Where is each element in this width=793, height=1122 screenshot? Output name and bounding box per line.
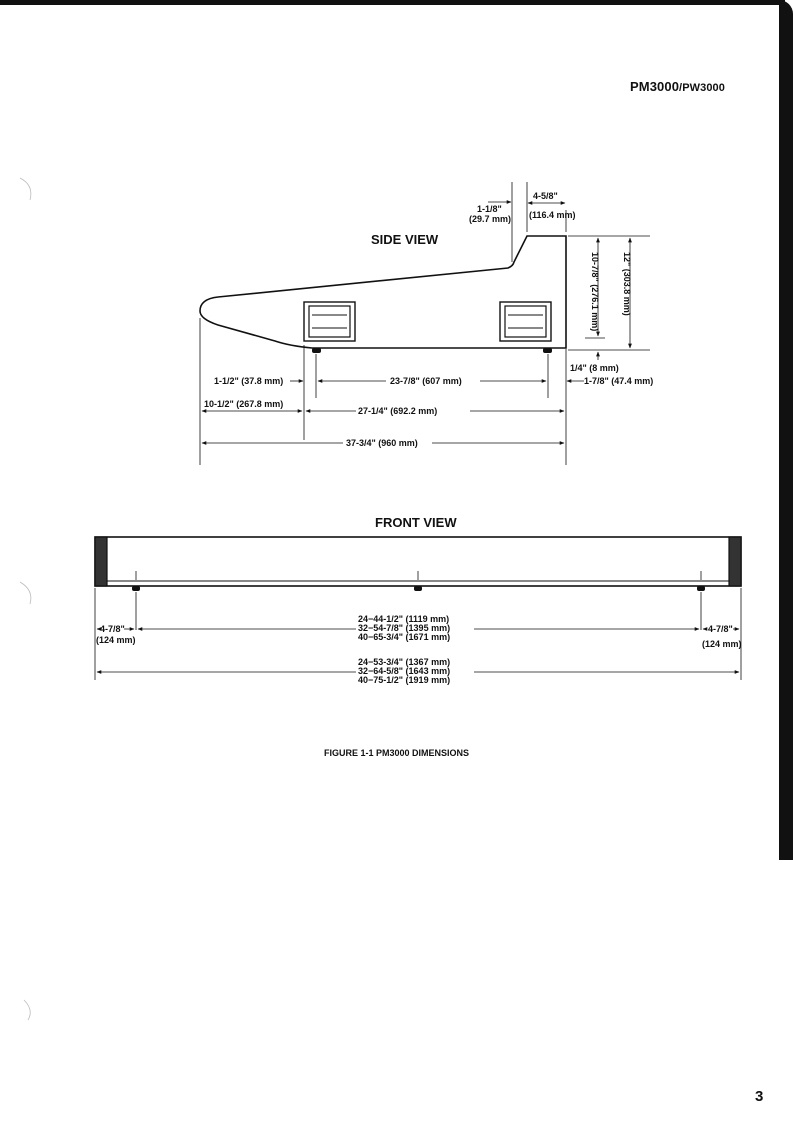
inner-height-label: 10-7/8" (276.1 mm)	[590, 252, 600, 332]
total-depth-label: 37-3/4" (960 mm)	[346, 438, 418, 448]
foot-height-label: 1/4" (8 mm)	[570, 363, 619, 373]
rear-foot-offset-label: 1-7/8" (47.4 mm)	[584, 376, 654, 386]
inner-width-40-label: 40−65-3/4" (1671 mm)	[358, 632, 451, 642]
top-width-label: 4-5/8"	[533, 191, 558, 201]
front-view	[95, 515, 742, 685]
foot-spacing-label: 23-7/8" (607 mm)	[390, 376, 462, 386]
side-view-title: SIDE VIEW	[371, 232, 439, 247]
rear-foot	[543, 348, 552, 353]
front-left-foot	[132, 586, 140, 591]
front-section-label: 10-1/2" (267.8 mm)	[204, 399, 284, 409]
side-view	[200, 182, 653, 465]
console-side-outline	[200, 236, 566, 348]
outer-width-24-label: 24−53-3/4" (1367 mm)	[358, 657, 451, 667]
inner-width-32-label: 32−54-7/8" (1395 mm)	[358, 623, 451, 633]
front-center-foot	[414, 586, 422, 591]
outer-width-32-label: 32−64-5/8" (1643 mm)	[358, 666, 451, 676]
outer-width-40-label: 40−75-1/2" (1919 mm)	[358, 675, 451, 685]
front-foot-offset-label: 1-1/2" (37.8 mm)	[214, 376, 284, 386]
side-right-mm-label: (124 mm)	[702, 639, 742, 649]
header-model-a: PM3000	[630, 79, 680, 94]
header-separator: /	[679, 82, 683, 94]
figure-caption: FIGURE 1-1 PM3000 DIMENSIONS	[323, 748, 470, 758]
top-width-mm-label: (116.4 mm)	[529, 210, 576, 220]
side-left-label: 4-7/8"	[100, 624, 125, 634]
top-offset-label: 1-1/8"	[477, 204, 502, 214]
header-model-b: PW3000	[682, 82, 725, 94]
inner-width-24-label: 24−44-1/2" (1119 mm)	[358, 614, 450, 624]
rear-section-label: 27-1/4" (692.2 mm)	[358, 406, 438, 416]
top-offset-mm-label: (29.7 mm)	[469, 214, 512, 224]
front-view-title: FRONT VIEW	[375, 515, 457, 530]
front-foot	[312, 348, 321, 353]
rear-handle	[500, 302, 551, 341]
total-height-label: 12" (303.8 mm)	[622, 252, 632, 316]
side-left-mm-label: (124 mm)	[96, 635, 136, 645]
front-handle	[304, 302, 355, 341]
side-extension-lines	[200, 182, 650, 465]
side-right-label: 4-7/8"	[708, 624, 733, 634]
scan-artifacts	[20, 178, 31, 1020]
page-number: 3	[755, 1088, 764, 1105]
front-right-foot	[697, 586, 705, 591]
